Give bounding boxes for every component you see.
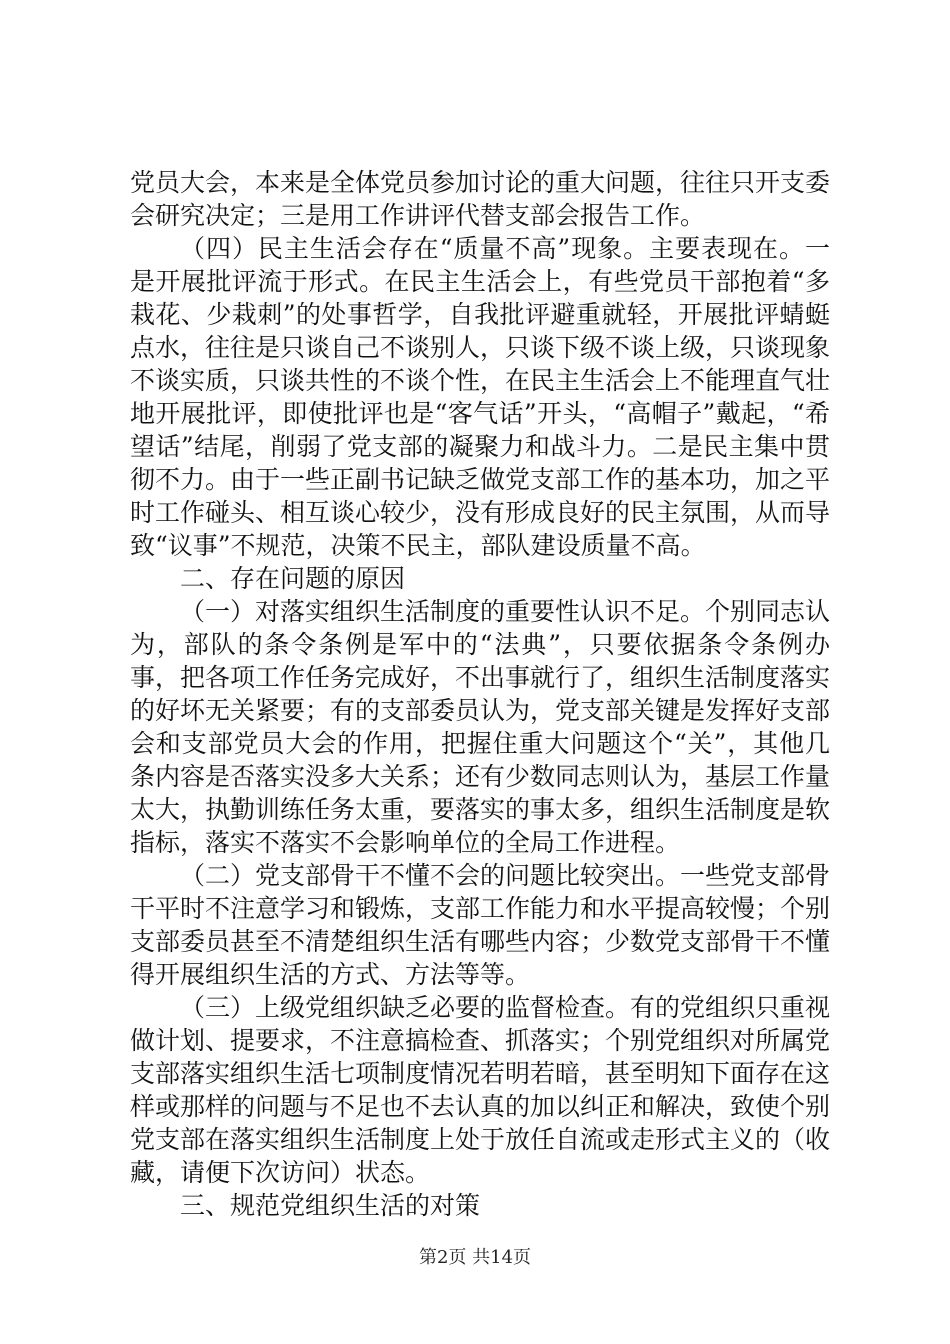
document-body — [130, 166, 830, 1222]
paragraph-cause-1: （一）对落实组织生活制度的重要性认识不足。个别同志认为，部队的条令条例是军中的“法典”，只要依据条令条例办事，把各项工作任务完成好，不出事就行了，组织生活制度落实的好坏无关紧要；有的支部委员认为，党支部关键是发挥好支部会和支部党员大会的作用，把握住重大问题这个“关”，其他几条内容是否落实没多大关系；还有少数同志则认为，基层工作量太大，执勤训练任务太重，要落实的事太多，组织生活制度是软指标，落实不落实不会影响单位的全局工作进程。 — [130, 597, 831, 857]
paragraph-section-4: （四）民主生活会存在“质量不高”现象。主要表现在。一是开展批评流于形式。在民主生活会上，有些党员干部抱着“多栽花、少栽刺”的处事哲学，自我批评避重就轻，开展批评蜻蜓点水，往往是只谈自己不谈别人，只谈下级不谈上级，只谈现象不谈实质，只谈共性的不谈个性，在民主生活会上不能理直气壮地开展批评，即使批评也是“客气话”开头，“高帽子”戴起，“希望话”结尾，削弱了党支部的凝聚力和战斗力。二是民主集中贯彻不力。由于一些正副书记缺乏做党支部工作的基本功，加之平时工作碰头、相互谈心较少，没有形成良好的民主氛围，从而导致“议事”不规范，决策不民主，部队建设质量不高。 — [130, 234, 831, 560]
paragraph-cause-3: （三）上级党组织缺乏必要的监督检查。有的党组织只重视做计划、提要求，不注意搞检查、抓落实；个别党组织对所属党支部落实组织生活七项制度情况若明若暗，甚至明知下面存在这样或那样的问题与不足也不去认真的加以纠正和解决，致使个别党支部在落实组织生活制度上处于放任自流或走形式主义的（收藏，请便下次访问）状态。 — [130, 993, 831, 1187]
paragraph-cause-2: （二）党支部骨干不懂不会的问题比较突出。一些党支部骨干平时不注意学习和锻炼，支部工作能力和水平提高较慢；个别支部委员甚至不清楚组织生活有哪些内容；少数党支部骨干不懂得开展组织生活的方式、方法等等。 — [130, 861, 831, 989]
heading-countermeasures: 三、规范党组织生活的对策 — [180, 1191, 481, 1220]
heading-causes: 二、存在问题的原因 — [180, 564, 406, 593]
paragraph-continuation: 党员大会，本来是全体党员参加讨论的重大问题，往往只开支委会研究决定；三是用工作讲评代替支部会报告工作。 — [130, 168, 831, 230]
page-number-footer: 第2页 共14页 — [418, 1247, 532, 1268]
